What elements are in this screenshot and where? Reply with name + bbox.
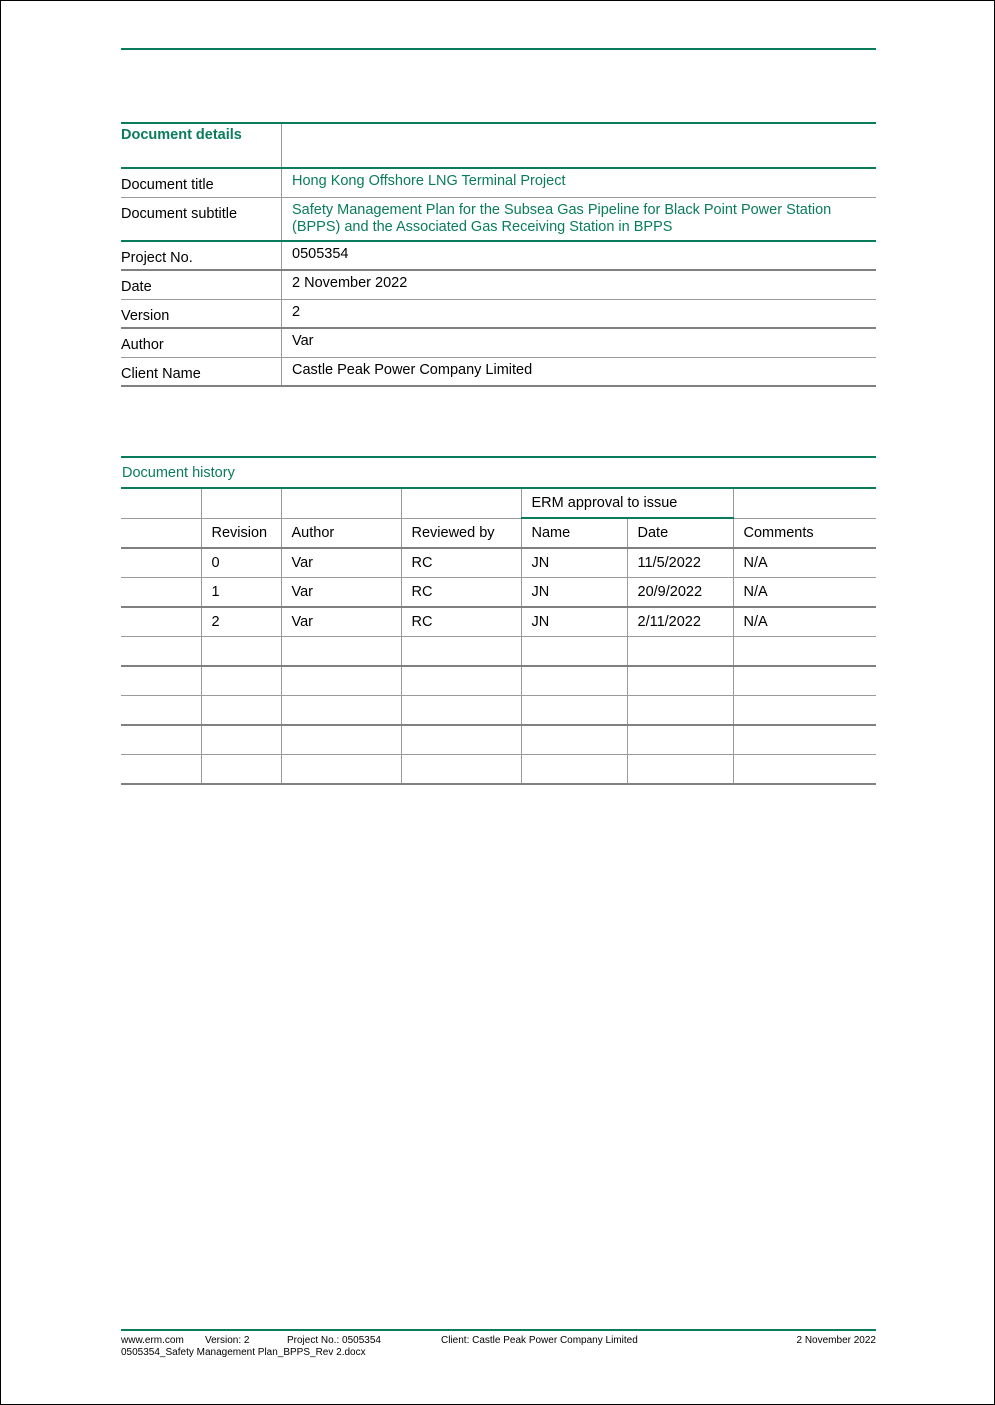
details-row bbox=[121, 241, 876, 270]
table-cell: Var bbox=[281, 607, 401, 637]
table-cell: 2 bbox=[201, 607, 281, 637]
details-label: Project No. bbox=[121, 241, 282, 270]
table-cell: N/A bbox=[733, 548, 876, 578]
subtitle-line-2: (BPPS) and the Associated Gas Receiving Station in BPPS bbox=[292, 218, 673, 235]
empty-table-row bbox=[121, 725, 876, 755]
details-label: Document title bbox=[121, 168, 282, 197]
footer-filename: 0505354_Safety Management Plan_BPPS_Rev 2.docx bbox=[121, 1347, 366, 1358]
table-cell: 20/9/2022 bbox=[627, 578, 733, 608]
column-header-revision: Revision bbox=[201, 518, 281, 548]
document-details-heading: Document details bbox=[121, 127, 242, 143]
column-header-author: Author bbox=[281, 518, 401, 548]
document-history-table bbox=[121, 487, 876, 785]
table-cell: N/A bbox=[733, 578, 876, 608]
document-title-value: Hong Kong Offshore LNG Terminal Project bbox=[282, 168, 877, 197]
version-value: 2 bbox=[282, 299, 877, 328]
table-cell: 2/11/2022 bbox=[627, 607, 733, 637]
column-header-reviewed-by: Reviewed by bbox=[401, 518, 521, 548]
subtitle-line-1: Safety Management Plan for the Subsea Gas Pipeline for Black Point Power Station bbox=[292, 201, 832, 218]
table-cell: Var bbox=[281, 578, 401, 608]
date-value: 2 November 2022 bbox=[282, 270, 877, 299]
column-header-comments: Comments bbox=[733, 518, 876, 548]
document-history-title: Document history bbox=[122, 465, 235, 481]
table-row bbox=[121, 578, 876, 608]
table-cell: RC bbox=[401, 578, 521, 608]
history-column-header-row bbox=[121, 518, 876, 548]
table-cell: RC bbox=[401, 607, 521, 637]
details-row bbox=[121, 168, 876, 197]
header-rule bbox=[121, 48, 876, 50]
table-cell: RC bbox=[401, 548, 521, 578]
table-cell: 11/5/2022 bbox=[627, 548, 733, 578]
table-cell: N/A bbox=[733, 607, 876, 637]
footer-website: www.erm.com bbox=[121, 1335, 184, 1346]
author-value: Var bbox=[282, 328, 877, 357]
details-label: Version bbox=[121, 299, 282, 328]
empty-table-row bbox=[121, 696, 876, 726]
column-header-date: Date bbox=[627, 518, 733, 548]
empty-table-row bbox=[121, 666, 876, 696]
footer-client: Client: Castle Peak Power Company Limited bbox=[441, 1335, 638, 1346]
footer-project-no: Project No.: 0505354 bbox=[287, 1335, 381, 1346]
details-header-row bbox=[121, 123, 876, 168]
table-cell: 1 bbox=[201, 578, 281, 608]
details-row bbox=[121, 357, 876, 386]
empty-table-row bbox=[121, 755, 876, 785]
table-cell: JN bbox=[521, 607, 627, 637]
project-no-value: 0505354 bbox=[282, 241, 877, 270]
table-row bbox=[121, 548, 876, 578]
details-label: Document subtitle bbox=[121, 197, 282, 241]
erm-approval-header: ERM approval to issue bbox=[521, 488, 733, 518]
details-row bbox=[121, 299, 876, 328]
table-cell: Var bbox=[281, 548, 401, 578]
empty-table-row bbox=[121, 637, 876, 667]
document-details-table bbox=[121, 122, 876, 387]
table-cell: JN bbox=[521, 578, 627, 608]
details-label: Client Name bbox=[121, 357, 282, 386]
details-label: Author bbox=[121, 328, 282, 357]
footer-date: 2 November 2022 bbox=[796, 1335, 876, 1346]
footer-version: Version: 2 bbox=[205, 1335, 250, 1346]
details-row bbox=[121, 197, 876, 241]
details-row bbox=[121, 270, 876, 299]
details-row bbox=[121, 328, 876, 357]
table-cell: JN bbox=[521, 548, 627, 578]
table-cell: 0 bbox=[201, 548, 281, 578]
table-row bbox=[121, 607, 876, 637]
footer-rule bbox=[121, 1329, 876, 1331]
history-top-rule bbox=[121, 456, 876, 458]
history-group-header-row bbox=[121, 488, 876, 518]
client-name-value: Castle Peak Power Company Limited bbox=[282, 357, 877, 386]
column-header-name: Name bbox=[521, 518, 627, 548]
details-label: Date bbox=[121, 270, 282, 299]
document-subtitle-value bbox=[282, 197, 877, 241]
